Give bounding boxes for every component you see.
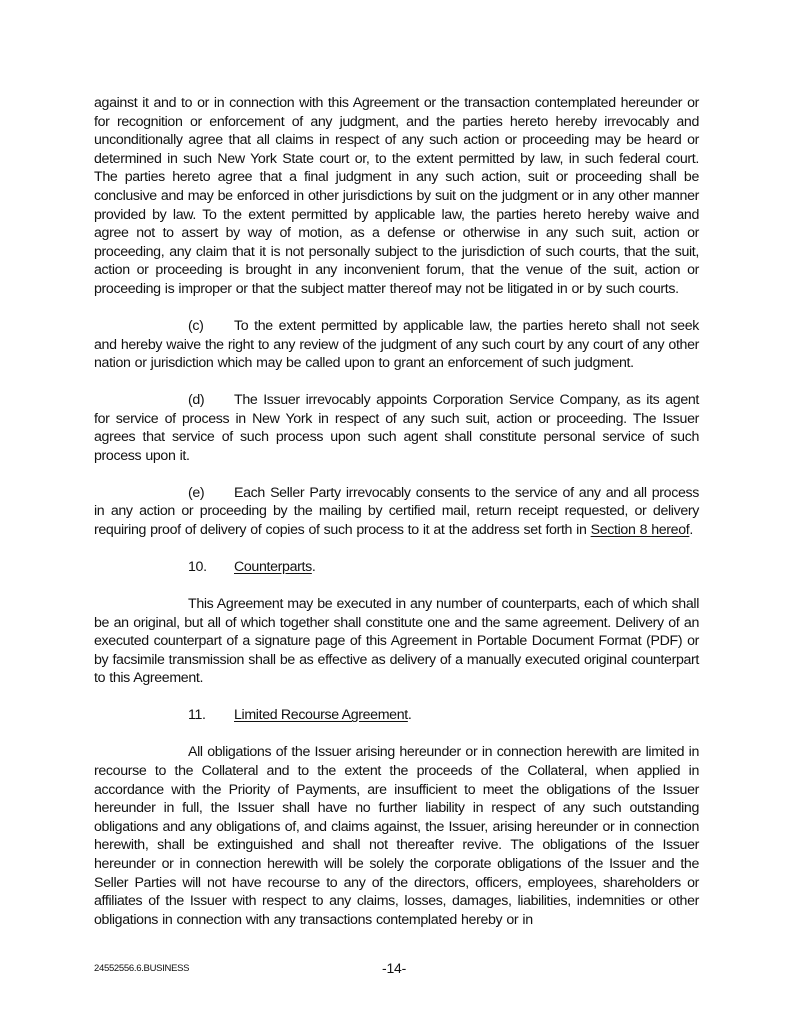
clause-text-d: The Issuer irrevocably appoints Corporation Service Company, as its agent for service of process in New York in respect of any such suit, action or proceeding. The Issuer agrees that service of such process upon such agent shall constitute personal service of such process upon it. [94,392,699,464]
clause-label-c: (c) [188,317,204,334]
section-title-suffix-11: . [407,707,412,724]
clause-text-c: To the extent permitted by applicable law, the parties hereto shall not seek and hereby waive the right to any review of the judgment of any such court by any court of any other nation or jurisdiction which may be called upon to grant an enforcement of such judgment. [94,317,699,372]
section-title-counterparts: Counterparts [234,559,312,576]
section-8-reference: Section 8 hereof [590,522,690,539]
document-page [94,94,699,948]
clause-text-e-end: . [689,522,693,539]
paragraph-d [94,391,699,465]
section-body-counterparts: This Agreement may be executed in any number of counterparts, each of which shall be an original, but all of which together shall constitute one and the same agreement. Delivery of an executed counterpart of a signature page of this Agreement in Portable Document Format (PDF) or by facsimile transmission shall be as effective as delivery of a manually executed original counterpart to this Agreement. [94,596,699,687]
section-number-11: 11. [188,707,206,724]
paragraph-e [94,484,699,540]
footer-page-number: -14- [382,960,407,976]
paragraph-continuation: against it and to or in connection with this Agreement or the transaction contemplated hereunder or for recognition or enforcement of any judgment, and the parties hereto hereby irrevocably and unconditionally agree that all claims in respect of any such action or proceeding may be heard or determined in such New York State court or, to the extent permitted by law, in such federal court. The parties hereto agree that a final judgment in any such action, suit or proceeding shall be conclusive and may be enforced in other jurisdictions by suit on the judgment or in any other manner provided by law. To the extent permitted by applicable law, the parties hereto hereby waive and agree not to assert by way of motion, as a defense or otherwise in any such suit, action or proceeding, any claim that it is not personally subject to the jurisdiction of such courts, that the suit, action or proceeding is brought in any inconvenient forum, that the venue of the suit, action or proceeding is improper or that the subject matter thereof may not be litigated in or by such courts. [94,95,699,297]
section-body-limited-recourse: All obligations of the Issuer arising hereunder or in connection herewith are limited in recourse to the Collateral and to the extent the proceeds of the Collateral, when applied in accordance with the Priority of Payments, are insufficient to meet the obligations of the Issuer hereunder in full, the Issuer shall have no further liability in respect of any such outstanding obligations and any obligations of, and claims against, the Issuer, arising hereunder or in connection herewith, shall be extinguished and shall not thereafter revive. The obligations of the Issuer hereunder or in connection herewith will be solely the corporate obligations of the Issuer and the Seller Parties will not have recourse to any of the directors, officers, employees, shareholders or affiliates of the Issuer with respect to any claims, losses, damages, liabilities, indemnities or other obligations in connection with any transactions contemplated hereby or in [94,744,699,928]
section-title-limited-recourse: Limited Recourse Agreement [234,707,408,724]
clause-text-e: Each Seller Party irrevocably consents to the service of any and all process in any action or proceeding by the mailing by certified mail, return receipt requested, or delivery requiring proof of delivery of copies of such process to it at the address set forth in [94,484,699,539]
section-heading-10 [94,558,699,577]
section-title-suffix-10: . [311,559,316,576]
paragraph-c [94,317,699,373]
clause-label-e: (e) [188,484,205,501]
footer-document-id: 24552556.6.BUSINESS [94,963,190,974]
section-heading-11 [94,706,699,725]
section-number-10: 10. [188,559,207,576]
clause-label-d: (d) [188,392,205,409]
